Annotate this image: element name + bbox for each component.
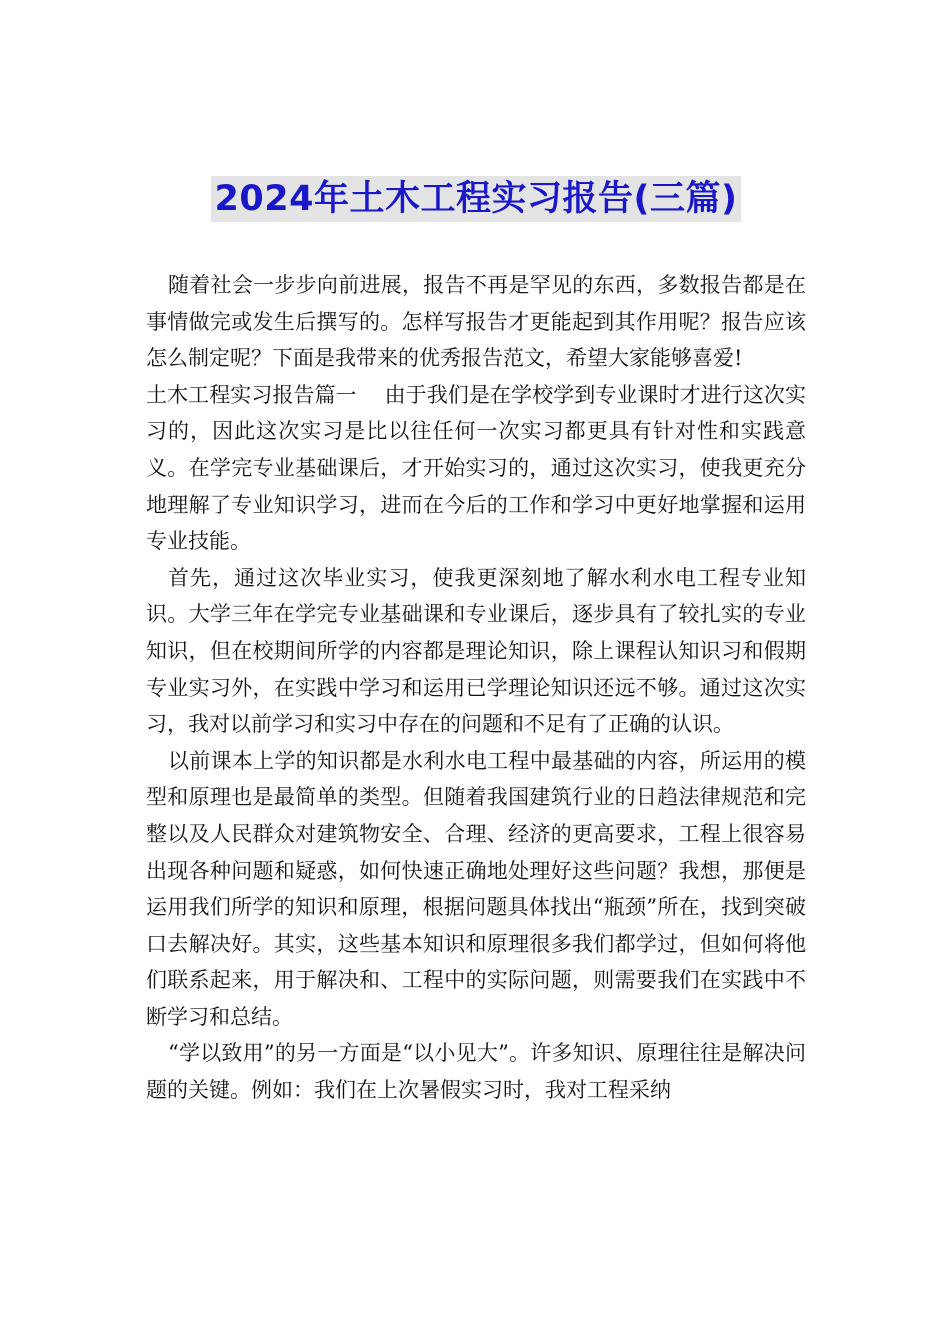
document-body (146, 267, 806, 1109)
body-paragraph-first: 首先，通过这次毕业实习，使我更深刻地了解水利水电工程专业知识。大学三年在学完专业基础课和专业课后，逐步具有了较扎实的专业知识，但在校期间所学的内容都是理论知识，除上课程认知识习和假期专业实习外，在实践中学习和运用已学理论知识还远不够。通过这次实习，我对以前学习和实习中存在的问题和不足有了正确的认识。 (146, 565, 806, 737)
document-title: 2024年土木工程实习报告(三篇) (211, 176, 742, 222)
body-paragraph-second: 以前课本上学的知识都是水利水电工程中最基础的内容，所运用的模型和原理也是最简单的类型。但随着我国建筑行业的日趋法律规范和完整以及人民群众对建筑物安全、合理、经济的更高要求，工程上很容易出现各种问题和疑惑，如何快速正确地处理好这些问题？我想，那便是运用我们所学的知识和原理，根据问题具体找出“瓶颈”所在，找到突破口去解决好。其实，这些基本知识和原理很多我们都学过，但如何将他们联系起来，用于解决和、工程中的实际问题，则需要我们在实践中不断学习和总结。 (146, 748, 806, 1029)
section-one-paragraph: 土木工程实习报告篇一 由于我们是在学校学到专业课时才进行这次实习的，因此这次实习是比以往任何一次实习都更具有针对性和实践意义。在学完专业基础课后，才开始实习的，通过这次实习，使我更充分地理解了专业知识学习，进而在今后的工作和学习中更好地掌握和运用专业技能。 (146, 382, 806, 554)
title-wrapper (146, 176, 806, 222)
intro-paragraph: 随着社会一步步向前进展，报告不再是罕见的东西，多数报告都是在事情做完或发生后撰写的。怎样写报告才更能起到其作用呢？报告应该怎么制定呢？下面是我带来的优秀报告范文，希望大家能够喜爱! (146, 273, 806, 371)
body-paragraph-third: “学以致用”的另一方面是“以小见大”。许多知识、原理往往是解决问题的关键。例如：我们在上次暑假实习时，我对工程采纳 (146, 1041, 806, 1103)
